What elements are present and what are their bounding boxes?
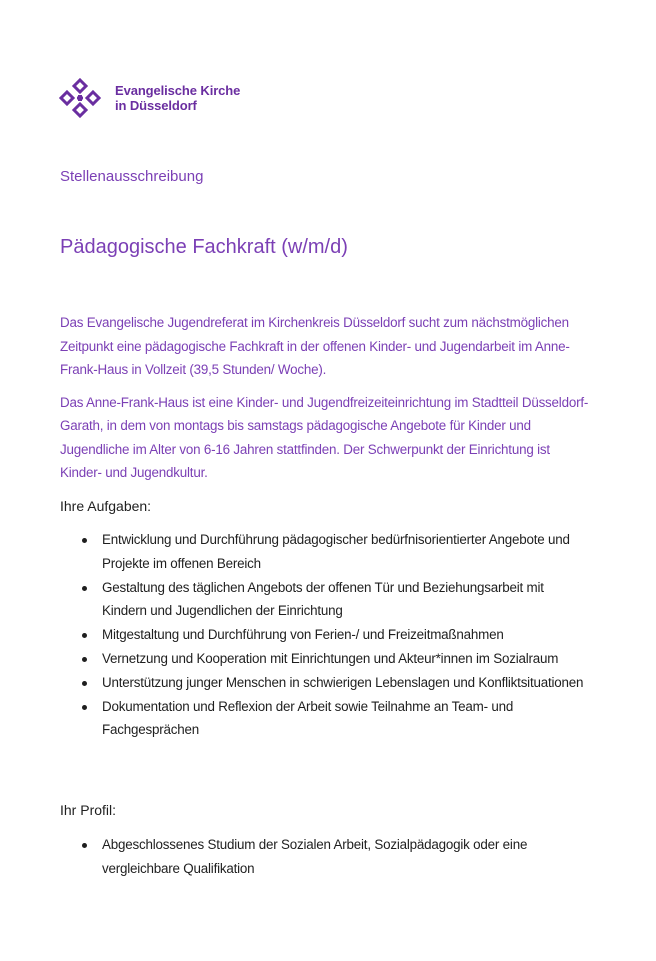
task-item: Unterstützung junger Menschen in schwierigen Lebenslagen und Konfliktsituationen (102, 671, 592, 695)
task-item: Mitgestaltung und Durchführung von Ferien-/ und Freizeitmaßnahmen (102, 623, 592, 647)
logo-name-line1: Evangelische Kirche (115, 83, 241, 98)
task-item: Gestaltung des täglichen Angebots der offenen Tür und Beziehungsarbeit mit Kindern und Jugendlichen der Einrichtung (102, 576, 592, 624)
job-title: Pädagogische Fachkraft (w/m/d) (60, 236, 348, 258)
profile-list (102, 833, 592, 881)
diamond-cross-logo-icon (59, 78, 101, 118)
task-item: Dokumentation und Reflexion der Arbeit sowie Teilnahme an Team- und Fachgesprächen (102, 695, 592, 743)
profile-item: Abgeschlossenes Studium der Sozialen Arbeit, Sozialpädagogik oder eine vergleichbare Qualifikation (102, 833, 592, 881)
logo-text (115, 83, 240, 113)
tasks-heading: Ihre Aufgaben: (60, 498, 152, 514)
document-type: Stellenausschreibung (60, 168, 204, 185)
tasks-list (102, 528, 592, 742)
intro-text (60, 311, 590, 494)
task-item: Entwicklung und Durchführung pädagogischer bedürfnisorientierter Angebote und Projekte im offenen Bereich (102, 528, 592, 576)
intro-paragraph-2: Das Anne-Frank-Haus ist eine Kinder- und Jugendfreizeiteinrichtung im Stadtteil Düsseldorf-Garath, in dem von montags bis samstags pädagogische Angebote für Kinder und Jugendliche im Alter von 6-16 Jahren stattfinden. Der Schwerpunkt der Einrichtung ist Kinder- und Jugendkultur. (60, 394, 589, 480)
profile-heading: Ihr Profil: (60, 802, 117, 818)
intro-paragraph-1: Das Evangelische Jugendreferat im Kirchenkreis Düsseldorf sucht zum nächstmöglichen Zeitpunkt eine pädagogische Fachkraft in der offenen Kinder- und Jugendarbeit im Anne-Frank-Haus in Vollzeit (39,5 Stunden/ Woche). (60, 315, 570, 377)
logo-name-line2: in Düsseldorf (115, 98, 197, 113)
logo (59, 78, 240, 118)
task-item: Vernetzung und Kooperation mit Einrichtungen und Akteur*innen im Sozialraum (102, 647, 592, 671)
